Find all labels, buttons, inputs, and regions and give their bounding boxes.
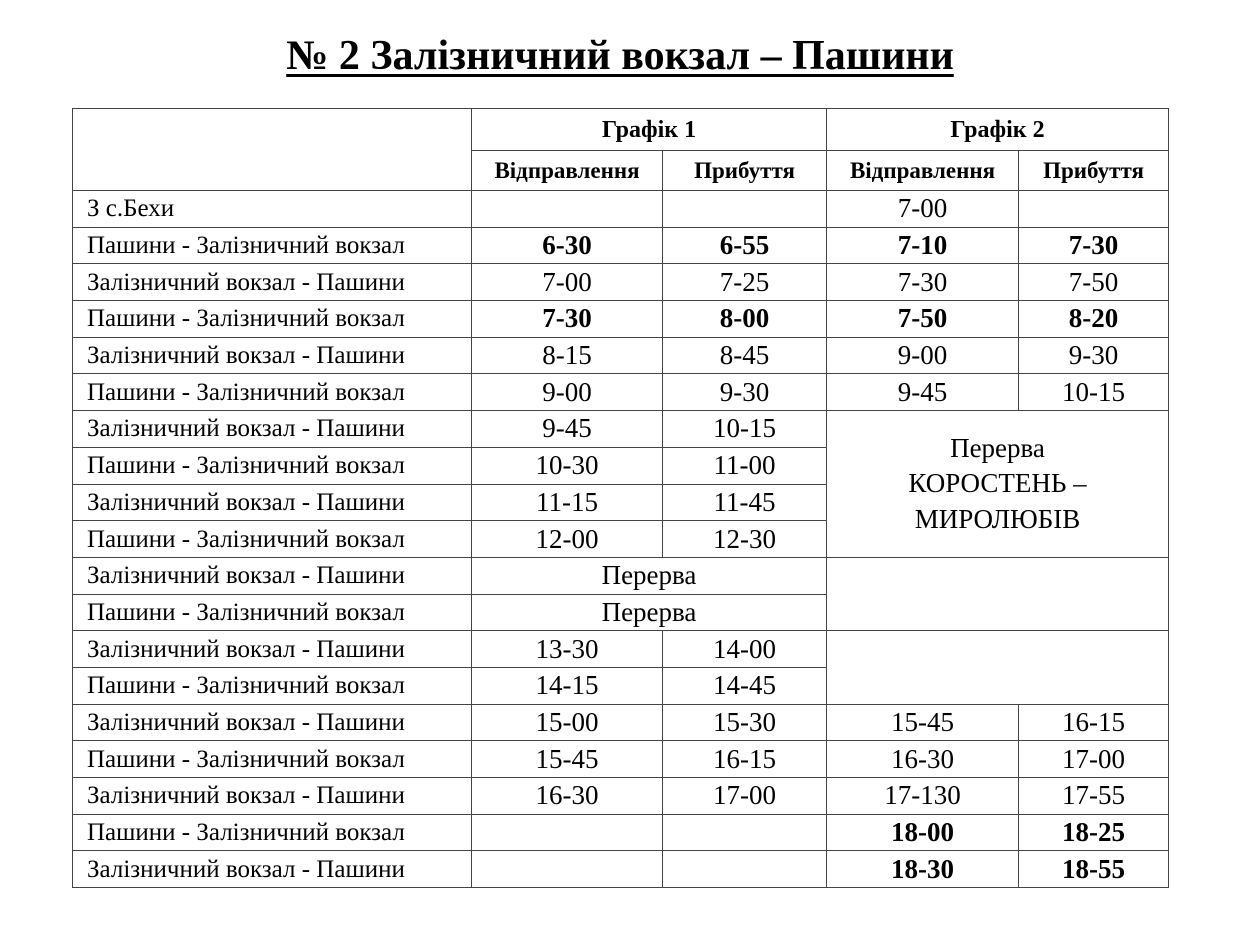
g2-arrival-cell: 7-50: [1019, 264, 1169, 301]
g2-departure-cell: 7-30: [827, 264, 1019, 301]
table-row: [73, 778, 1169, 815]
header-schedule-1: Графік 1: [472, 109, 827, 151]
table-row: [73, 191, 1169, 228]
route-cell: Пашини - Залізничний вокзал: [73, 227, 472, 264]
g1-departure-cell: 12-00: [472, 521, 663, 558]
route-cell: Залізничний вокзал - Пашини: [73, 704, 472, 741]
table-row: [73, 301, 1169, 338]
g1-departure-cell: 8-15: [472, 337, 663, 374]
g1-arrival-cell: 12-30: [663, 521, 827, 558]
g1-departure-cell: [472, 814, 663, 851]
g1-departure-cell: [472, 851, 663, 888]
route-cell: Пашини - Залізничний вокзал: [73, 594, 472, 631]
g2-departure-cell: 16-30: [827, 741, 1019, 778]
g1-departure-cell: 9-45: [472, 411, 663, 448]
g1-departure-cell: 15-00: [472, 704, 663, 741]
route-cell: Залізничний вокзал - Пашини: [73, 557, 472, 594]
g1-arrival-cell: [663, 814, 827, 851]
g2-departure-cell: 15-45: [827, 704, 1019, 741]
g1-arrival-cell: 8-45: [663, 337, 827, 374]
route-cell: Залізничний вокзал - Пашини: [73, 484, 472, 521]
g1-departure-cell: 9-00: [472, 374, 663, 411]
header-row-schedules: [73, 109, 1169, 151]
g2-arrival-cell: 17-00: [1019, 741, 1169, 778]
route-cell: Залізничний вокзал - Пашини: [73, 264, 472, 301]
route-cell: Пашини - Залізничний вокзал: [73, 521, 472, 558]
g2-departure-cell: 17-130: [827, 778, 1019, 815]
g1-departure-cell: 13-30: [472, 631, 663, 668]
g2-break-line-1: Перерва: [950, 433, 1045, 464]
table-row: [73, 337, 1169, 374]
g1-arrival-cell: 14-00: [663, 631, 827, 668]
g1-departure-cell: 14-15: [472, 667, 663, 704]
g1-arrival-cell: 16-15: [663, 741, 827, 778]
g1-arrival-cell: 11-45: [663, 484, 827, 521]
g2-arrival-cell: 16-15: [1019, 704, 1169, 741]
table-row: [73, 814, 1169, 851]
route-cell: Пашини - Залізничний вокзал: [73, 814, 472, 851]
table-row: [73, 264, 1169, 301]
g1-arrival-cell: 15-30: [663, 704, 827, 741]
table-row: [73, 557, 1169, 594]
page-title: № 2 Залізничний вокзал – Пашини: [286, 33, 954, 79]
g2-departure-cell: 7-00: [827, 191, 1019, 228]
g1-arrival-cell: [663, 851, 827, 888]
g2-arrival-cell: 9-30: [1019, 337, 1169, 374]
g2-arrival-cell: 10-15: [1019, 374, 1169, 411]
g2-break-cell: [827, 411, 1169, 558]
table-row: [73, 411, 1169, 448]
table-row: [73, 631, 1169, 668]
g2-empty-cell: [827, 631, 1169, 704]
g1-arrival-cell: 9-30: [663, 374, 827, 411]
g1-arrival-cell: [663, 191, 827, 228]
g1-break-cell: Перерва: [472, 557, 827, 594]
g2-arrival-cell: 18-55: [1019, 851, 1169, 888]
g1-arrival-cell: 14-45: [663, 667, 827, 704]
g1-arrival-cell: 10-15: [663, 411, 827, 448]
route-cell: Залізничний вокзал - Пашини: [73, 778, 472, 815]
header-schedule-2: Графік 2: [827, 109, 1169, 151]
header-g2-departure: Відправлення: [827, 151, 1019, 191]
g1-arrival-cell: 6-55: [663, 227, 827, 264]
g1-arrival-cell: 17-00: [663, 778, 827, 815]
g1-arrival-cell: 11-00: [663, 447, 827, 484]
route-cell: Залізничний вокзал - Пашини: [73, 851, 472, 888]
route-cell: Пашини - Залізничний вокзал: [73, 667, 472, 704]
table-row: [73, 741, 1169, 778]
g1-departure-cell: 15-45: [472, 741, 663, 778]
g1-departure-cell: 7-30: [472, 301, 663, 338]
table-row: [73, 851, 1169, 888]
table-row: [73, 704, 1169, 741]
header-g1-arrival: Прибуття: [663, 151, 827, 191]
header-g2-arrival: Прибуття: [1019, 151, 1169, 191]
g2-departure-cell: 9-00: [827, 337, 1019, 374]
route-cell: Залізничний вокзал - Пашини: [73, 411, 472, 448]
g2-arrival-cell: 7-30: [1019, 227, 1169, 264]
route-cell: Пашини - Залізничний вокзал: [73, 447, 472, 484]
header-empty-cell: [73, 109, 472, 191]
route-cell: З с.Бехи: [73, 191, 472, 228]
table-row: [73, 227, 1169, 264]
table-row: [73, 374, 1169, 411]
header-g1-departure: Відправлення: [472, 151, 663, 191]
g1-departure-cell: [472, 191, 663, 228]
g2-departure-cell: 7-50: [827, 301, 1019, 338]
g2-break-line-3: МИРОЛЮБІВ: [914, 503, 1081, 534]
g1-arrival-cell: 8-00: [663, 301, 827, 338]
g2-departure-cell: 7-10: [827, 227, 1019, 264]
g1-departure-cell: 10-30: [472, 447, 663, 484]
schedule-table: [72, 108, 1169, 888]
g1-arrival-cell: 7-25: [663, 264, 827, 301]
route-cell: Пашини - Залізничний вокзал: [73, 301, 472, 338]
route-cell: Пашини - Залізничний вокзал: [73, 741, 472, 778]
g2-arrival-cell: 8-20: [1019, 301, 1169, 338]
route-cell: Залізничний вокзал - Пашини: [73, 631, 472, 668]
g2-departure-cell: 18-00: [827, 814, 1019, 851]
g1-departure-cell: 16-30: [472, 778, 663, 815]
g1-departure-cell: 7-00: [472, 264, 663, 301]
g1-break-cell: Перерва: [472, 594, 827, 631]
g2-empty-cell: [827, 557, 1169, 630]
g2-break-line-2: КОРОСТЕНЬ –: [908, 468, 1087, 499]
g2-arrival-cell: [1019, 191, 1169, 228]
g2-departure-cell: 18-30: [827, 851, 1019, 888]
g2-arrival-cell: 18-25: [1019, 814, 1169, 851]
g2-departure-cell: 9-45: [827, 374, 1019, 411]
g1-departure-cell: 11-15: [472, 484, 663, 521]
g1-departure-cell: 6-30: [472, 227, 663, 264]
route-cell: Пашини - Залізничний вокзал: [73, 374, 472, 411]
g2-arrival-cell: 17-55: [1019, 778, 1169, 815]
route-cell: Залізничний вокзал - Пашини: [73, 337, 472, 374]
